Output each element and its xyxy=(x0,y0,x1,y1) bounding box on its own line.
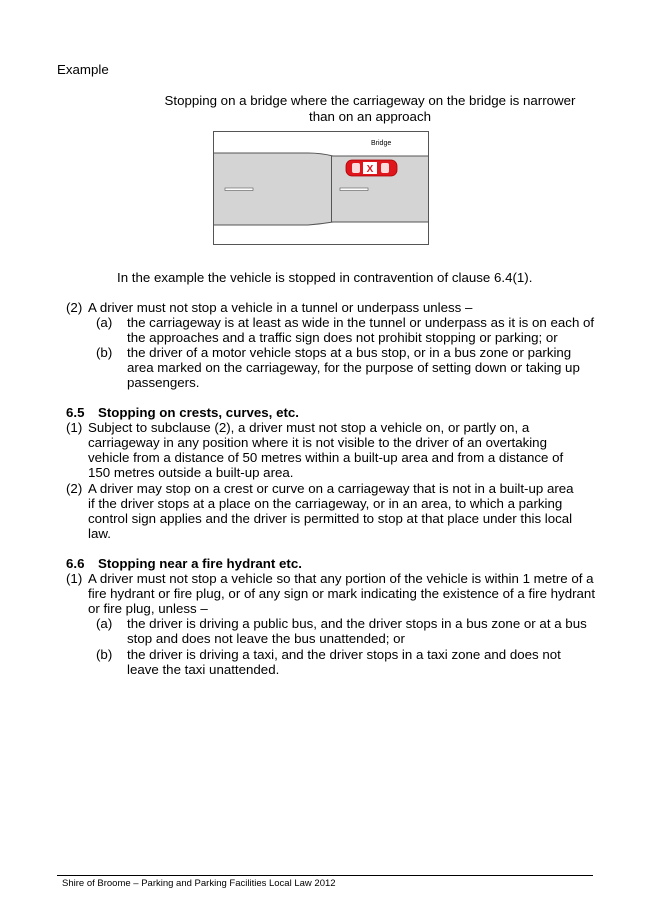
section-6-6-1-line-2: fire hydrant or fire plug, or of any sign or mark indicating the existence of a fire hydrant xyxy=(88,586,596,601)
section-6-5-1-line-3: vehicle from a distance of 50 metres within a built-up area and from a distance of xyxy=(88,450,564,465)
figure-caption-line-1: Stopping on a bridge where the carriageway on the bridge is narrower xyxy=(164,93,576,108)
figure-caption-line-2: than on an approach xyxy=(309,108,431,124)
section-6-6-1-num: (1) xyxy=(66,571,83,586)
clause-6-4-2-b-line-3: passengers. xyxy=(127,375,200,390)
bridge-label: Bridge xyxy=(371,140,392,147)
section-6-5-1-line-2: carriageway in any position where it is not visible to the driver of an overtaking xyxy=(88,435,547,450)
section-6-6-1-line-1: A driver must not stop a vehicle so that any portion of the vehicle is within 1 metre of a xyxy=(88,571,594,586)
clause-6-4-2-b-line-1: the driver of a motor vehicle stops at a bus stop, or in a bus zone or parking xyxy=(127,345,572,360)
vehicle-marker: X xyxy=(366,164,374,175)
figure-note: In the example the vehicle is stopped in contravention of clause 6.4(1). xyxy=(117,270,533,285)
section-6-5-2-line-1: A driver may stop on a crest or curve on a carriageway that is not in a built-up area xyxy=(88,481,574,496)
section-6-6-a-line-2: stop and does not leave the bus unattended; or xyxy=(127,631,405,646)
section-6-6-num: 6.6 xyxy=(66,556,85,571)
section-6-6-b-line-1: the driver is driving a taxi, and the driver stops in a taxi zone and does not xyxy=(127,647,561,662)
section-6-6-title: Stopping near a fire hydrant etc. xyxy=(98,556,302,571)
section-6-6-a-line-1: the driver is driving a public bus, and the driver stops in a bus zone or at a bus xyxy=(127,616,587,631)
section-6-5-1-line-4: 150 metres outside a built-up area. xyxy=(88,465,294,480)
section-6-6-b-num: (b) xyxy=(96,647,113,662)
section-6-5-2-num: (2) xyxy=(66,481,83,496)
clause-6-4-2-a-num: (a) xyxy=(96,315,113,330)
clause-6-4-2-b-line-2: area marked on the carriageway, for the purpose of setting down or taking up xyxy=(127,360,580,375)
section-6-5-2-line-3: control sign applies and the driver is permitted to stop at that place under this local xyxy=(88,511,573,526)
lane-marking-bridge xyxy=(340,188,368,191)
footer-text: Shire of Broome – Parking and Parking Facilities Local Law 2012 xyxy=(62,878,336,889)
section-6-5-1-line-1: Subject to subclause (2), a driver must not stop a vehicle on, or partly on, a xyxy=(88,420,530,435)
example-label: Example xyxy=(57,62,109,77)
section-6-5-title: Stopping on crests, curves, etc. xyxy=(98,405,299,420)
clause-6-4-2-b-num: (b) xyxy=(96,345,113,360)
clause-6-4-2-num: (2) xyxy=(66,300,83,315)
bridge-diagram xyxy=(213,131,430,247)
section-6-6-a-num: (a) xyxy=(96,616,113,631)
clause-6-4-2-text: A driver must not stop a vehicle in a tunnel or underpass unless – xyxy=(88,300,473,315)
clause-6-4-2-a-line-2: the approaches and a traffic sign does not prohibit stopping or parking; or xyxy=(127,330,558,345)
footer-rule xyxy=(57,875,593,876)
section-6-5-1-num: (1) xyxy=(66,420,83,435)
section-6-5-num: 6.5 xyxy=(66,405,85,420)
section-6-6-1-line-3: or fire plug, unless – xyxy=(88,601,208,616)
lane-marking-approach xyxy=(225,188,253,191)
clause-6-4-2-a-line-1: the carriageway is at least as wide in the tunnel or underpass as it is on each of xyxy=(127,315,595,330)
section-6-5-2-line-2: if the driver stops at a place on the carriageway, or in an area, to which a parking xyxy=(88,496,563,511)
vehicle-icon xyxy=(346,160,397,176)
figure-caption xyxy=(60,93,653,124)
section-6-5-2-line-4: law. xyxy=(88,526,111,541)
section-6-6-b-line-2: leave the taxi unattended. xyxy=(127,662,280,677)
